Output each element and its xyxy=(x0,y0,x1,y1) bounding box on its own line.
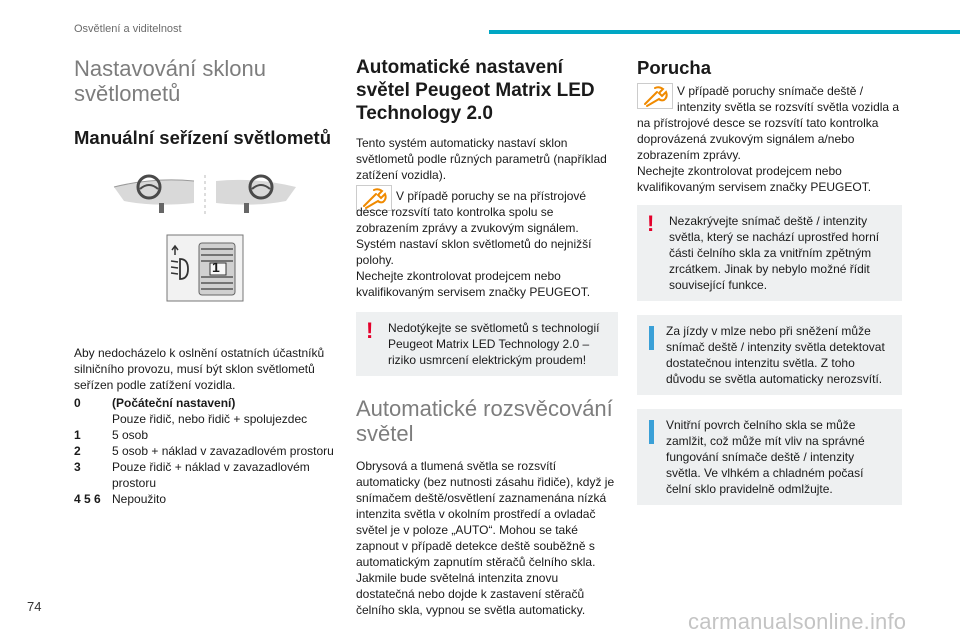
list-item: 4 5 6 Nepoužito xyxy=(74,492,167,506)
info-fog-text: Za jízdy v mlze nebo při sněžení může snímač deště / intenzity světla detektovat dostatečnou intenzitu světla. Z toho důvodu se světla automaticky nerozsvítí. xyxy=(666,324,885,386)
sensor-warning-box xyxy=(637,205,902,301)
sensor-service-text: Nechejte zkontrolovat prodejcem nebo kvalifikovaným servisem značky PEUGEOT. xyxy=(637,164,872,194)
wrench-icon xyxy=(637,83,673,114)
page-number: 74 xyxy=(27,599,42,614)
matrix-led-fault-text: V případě poruchy se na přístrojové desce rozsvítí tato kontrolka spolu se zobrazením zprávy a zvukovým signálem. Systém nastaví sklon světlometů do nejnižší polohy. xyxy=(356,189,592,267)
danger-warning-box xyxy=(356,312,618,376)
list-item: 2 5 osob + náklad v zavazadlovém prostoru xyxy=(74,444,334,458)
auto-lights-title: Automatické rozsvěcování světel xyxy=(356,396,613,446)
matrix-led-intro: Tento systém automaticky nastaví sklon světlometů podle různých parametrů (například zatížení vozidla). xyxy=(356,136,607,182)
list-item: 3 Pouze řidič + náklad v zavazadlovém prostoru xyxy=(74,460,310,490)
info-box-windscreen xyxy=(637,409,902,505)
matrix-led-title: Automatické nastavení světel Peugeot Matrix LED Technology 2.0 xyxy=(356,57,595,124)
list-item: 1 5 osob xyxy=(74,428,149,442)
section-title: Nastavování sklonu světlometů xyxy=(74,56,266,106)
auto-lights-paragraph: Obrysová a tlumená světla se rozsvítí automaticky (bez nutnosti zásahu řidiče), když je snímačem deště/osvětlení zaznamenána nízká intenzita světla v okolním prostředí a ovladač světel je v poloze „AUTO“. Mohou se také zapnout v případě detekce deště souběžně s automatickým zapnutím stěračů čelního skla. Jakmile bude světelná intenzita znovu dostatečná nebo dojde k zastavení stěračů čelního skla, vypnou se světla automaticky. xyxy=(356,459,615,617)
column-middle xyxy=(356,56,618,618)
info-icon xyxy=(649,420,654,444)
info-icon xyxy=(649,326,654,350)
list-item: Pouze řidič, nebo řidič + spolujezdec xyxy=(112,412,308,426)
diagram-callout-number: 1 xyxy=(212,259,220,275)
load-setting-list xyxy=(74,395,336,507)
subsection-title: Manuální seřízení světlometů xyxy=(74,127,332,148)
list-item: 0 (Počáteční nastavení) xyxy=(74,396,236,410)
column-right xyxy=(637,56,902,505)
info-box-fog xyxy=(637,315,902,395)
info-windscreen-text: Vnitřní povrch čelního skla se může zamlžit, což může mít vliv na správné fungování snímače deště / intenzity světla. Ve vlhkém a chladném počasí čelní sklo pravidelně odmlžujte. xyxy=(666,418,865,496)
watermark: carmanualsonline.info xyxy=(688,609,907,634)
sensor-warning-text: Nezakrývejte snímač deště / intenzity světla, který se nachází uprostřed horní části čelního skla za vnitřním zpětným zrcátkem. Jinak by nebylo možné řídit související funkce. xyxy=(669,214,880,292)
header-accent-bar xyxy=(489,30,960,34)
danger-warning-text: Nedotýkejte se světlometů s technologií Peugeot Matrix LED Technology 2.0 – riziko usmrcení elektrickým proudem! xyxy=(388,321,600,367)
matrix-led-service-text: Nechejte zkontrolovat prodejcem nebo kvalifikovaným servisem značky PEUGEOT. xyxy=(356,269,591,299)
exclamation-icon: ! xyxy=(647,211,655,236)
dashboard-illustration xyxy=(74,163,336,323)
headlamp-adjust-diagram xyxy=(74,163,336,323)
sensor-fault-text: V případě poruchy snímače deště / intenzity světla se rozsvítí světla vozidla a na přístrojové desce se rozsvítí tato kontrolka doprovázená zvukovým signálem a/nebo zobrazením zprávy. xyxy=(637,84,900,162)
fault-title: Porucha xyxy=(637,57,712,78)
section-header: Osvětlení a viditelnost xyxy=(74,23,182,35)
exclamation-icon: ! xyxy=(366,318,374,343)
column-left xyxy=(74,56,336,507)
headlamp-paragraph: Aby nedocházelo k oslnění ostatních účastníků silničního provozu, musí být sklon světlometů seřízen podle zatížení vozidla. xyxy=(74,346,325,392)
